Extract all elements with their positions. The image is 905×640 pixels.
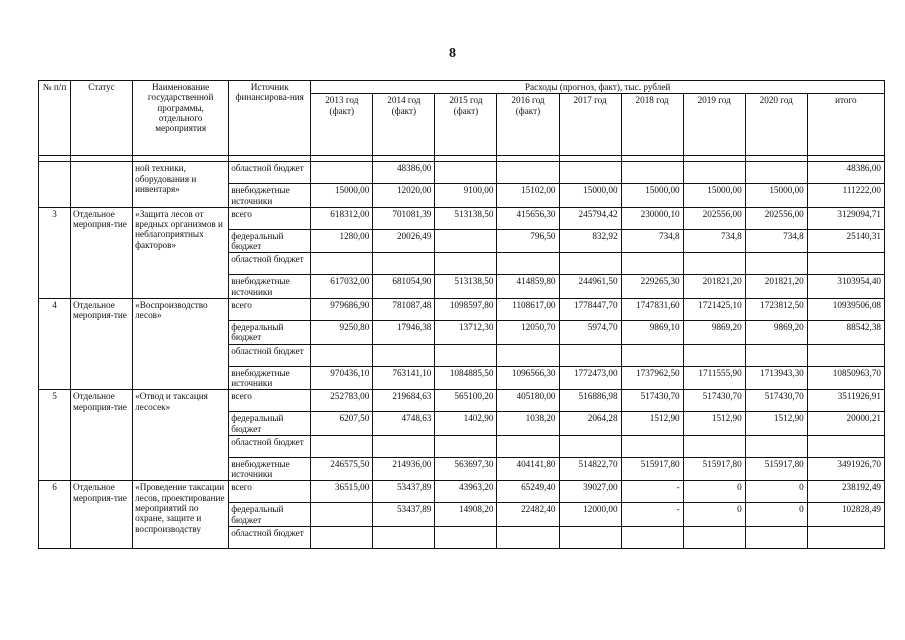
value-cell (807, 344, 884, 366)
value-cell (311, 253, 373, 275)
value-cell (435, 435, 497, 457)
value-cell (807, 253, 884, 275)
value-cell: 0 (745, 503, 807, 527)
header-year: 2016 год (факт) (497, 94, 559, 156)
table-row (39, 207, 885, 229)
value-cell: 229265,30 (621, 275, 683, 299)
value-cell: 111222,00 (807, 184, 884, 208)
value-cell: 102828,49 (807, 503, 884, 527)
value-cell: 734,8 (683, 229, 745, 253)
value-cell (435, 253, 497, 275)
value-cell: 515917,80 (683, 457, 745, 481)
value-cell: 238192,49 (807, 481, 884, 503)
value-cell (311, 503, 373, 527)
header-name: Наименование государственной программы, отдельного мероприятия (133, 81, 229, 156)
value-cell: 3103954,40 (807, 275, 884, 299)
value-cell: 979686,90 (311, 299, 373, 321)
group-num (39, 162, 71, 208)
table-row (39, 390, 885, 412)
value-cell: 202556,00 (683, 207, 745, 229)
value-cell: 763141,10 (373, 366, 435, 390)
value-cell: 214936,00 (373, 457, 435, 481)
header-year: 2013 год (факт) (311, 94, 373, 156)
value-cell: 53437,89 (373, 503, 435, 527)
value-cell (559, 162, 621, 184)
value-cell (373, 527, 435, 549)
value-cell: 3511926,91 (807, 390, 884, 412)
source-cell: областной бюджет (229, 344, 311, 366)
value-cell (807, 435, 884, 457)
value-cell (683, 253, 745, 275)
value-cell (497, 527, 559, 549)
value-cell: 15000,00 (559, 184, 621, 208)
value-cell: 246575,50 (311, 457, 373, 481)
value-cell: 617032,00 (311, 275, 373, 299)
value-cell (621, 435, 683, 457)
value-cell (683, 162, 745, 184)
value-cell: 9869,20 (745, 321, 807, 345)
header-year: итого (807, 94, 884, 156)
value-cell: 405180,00 (497, 390, 559, 412)
value-cell: 13712,30 (435, 321, 497, 345)
value-cell: 563697,30 (435, 457, 497, 481)
value-cell (311, 344, 373, 366)
group-num: 6 (39, 481, 71, 549)
value-cell: 1721425,10 (683, 299, 745, 321)
value-cell (497, 344, 559, 366)
value-cell: 1772473,00 (559, 366, 621, 390)
header-year: 2019 год (683, 94, 745, 156)
value-cell: 701081,39 (373, 207, 435, 229)
value-cell (373, 253, 435, 275)
value-cell: 17946,38 (373, 321, 435, 345)
header-year: 2014 год (факт) (373, 94, 435, 156)
table-row (39, 481, 885, 503)
value-cell (559, 253, 621, 275)
group-num: 4 (39, 299, 71, 390)
value-cell: 517430,70 (745, 390, 807, 412)
value-cell: 515917,80 (621, 457, 683, 481)
value-cell: 15000,00 (745, 184, 807, 208)
value-cell: 1098597,80 (435, 299, 497, 321)
source-cell: всего (229, 207, 311, 229)
value-cell (497, 253, 559, 275)
value-cell: 244961,50 (559, 275, 621, 299)
value-cell (435, 527, 497, 549)
source-cell: федеральный бюджет (229, 321, 311, 345)
value-cell: 517430,70 (621, 390, 683, 412)
value-cell (745, 344, 807, 366)
header-num: № п/п (39, 81, 71, 156)
value-cell (311, 162, 373, 184)
source-cell: федеральный бюджет (229, 229, 311, 253)
value-cell: 796,50 (497, 229, 559, 253)
value-cell: 252783,00 (311, 390, 373, 412)
group-status: Отдельное мероприя-тие (71, 481, 133, 549)
value-cell (621, 527, 683, 549)
value-cell (497, 162, 559, 184)
table-row (39, 162, 885, 184)
header-source: Источник финансирова-ния (229, 81, 311, 156)
group-status: Отдельное мероприя-тие (71, 299, 133, 390)
value-cell: 1084885,50 (435, 366, 497, 390)
value-cell: 36515,00 (311, 481, 373, 503)
source-cell: всего (229, 299, 311, 321)
value-cell (435, 162, 497, 184)
value-cell: 513138,50 (435, 207, 497, 229)
value-cell: 10850963,70 (807, 366, 884, 390)
source-cell: всего (229, 390, 311, 412)
source-cell: областной бюджет (229, 253, 311, 275)
group-name: «Отвод и таксация лесосек» (133, 390, 229, 481)
value-cell: 514822,70 (559, 457, 621, 481)
header-status: Статус (71, 81, 133, 156)
value-cell: 0 (683, 481, 745, 503)
value-cell: 2064,28 (559, 412, 621, 436)
value-cell: 10939506,08 (807, 299, 884, 321)
value-cell (621, 162, 683, 184)
value-cell: 1711555,90 (683, 366, 745, 390)
value-cell: 43963,20 (435, 481, 497, 503)
budget-table (38, 80, 885, 549)
value-cell (683, 527, 745, 549)
value-cell: 1778447,70 (559, 299, 621, 321)
value-cell: 1747831,60 (621, 299, 683, 321)
value-cell (745, 253, 807, 275)
value-cell (621, 253, 683, 275)
source-cell: внебюджетные источники (229, 184, 311, 208)
group-num: 3 (39, 207, 71, 298)
value-cell: 1512,90 (683, 412, 745, 436)
value-cell: 414859,80 (497, 275, 559, 299)
value-cell: 3491926,70 (807, 457, 884, 481)
value-cell: 15000,00 (311, 184, 373, 208)
value-cell: 0 (683, 503, 745, 527)
source-cell: федеральный бюджет (229, 503, 311, 527)
value-cell: 12020,00 (373, 184, 435, 208)
value-cell: 9100,00 (435, 184, 497, 208)
header-year: 2017 год (559, 94, 621, 156)
value-cell (683, 435, 745, 457)
value-cell (807, 527, 884, 549)
value-cell (559, 527, 621, 549)
value-cell: 88542,38 (807, 321, 884, 345)
value-cell (311, 527, 373, 549)
group-num: 5 (39, 390, 71, 481)
source-cell: областной бюджет (229, 435, 311, 457)
value-cell: 516886,98 (559, 390, 621, 412)
value-cell: 20000,21 (807, 412, 884, 436)
value-cell: 9869,10 (621, 321, 683, 345)
value-cell: 970436,10 (311, 366, 373, 390)
header-year: 2018 год (621, 94, 683, 156)
header-year: 2015 год (факт) (435, 94, 497, 156)
source-cell: внебюджетные источники (229, 275, 311, 299)
value-cell: 9869,20 (683, 321, 745, 345)
source-cell: внебюджетные источники (229, 457, 311, 481)
value-cell: 245794,42 (559, 207, 621, 229)
value-cell: 202556,00 (745, 207, 807, 229)
value-cell: 1512,90 (745, 412, 807, 436)
value-cell (683, 344, 745, 366)
value-cell: 65249,40 (497, 481, 559, 503)
value-cell (745, 527, 807, 549)
value-cell: 25140,31 (807, 229, 884, 253)
source-cell: всего (229, 481, 311, 503)
value-cell: 1723812,50 (745, 299, 807, 321)
value-cell: 404141,80 (497, 457, 559, 481)
table-row (39, 299, 885, 321)
value-cell: 20026,49 (373, 229, 435, 253)
source-cell: внебюджетные источники (229, 366, 311, 390)
value-cell: 39027,00 (559, 481, 621, 503)
value-cell: 14908,20 (435, 503, 497, 527)
value-cell: 1038,20 (497, 412, 559, 436)
value-cell (745, 435, 807, 457)
value-cell: 513138,50 (435, 275, 497, 299)
group-name: «Воспроизводство лесов» (133, 299, 229, 390)
value-cell: 48386,00 (807, 162, 884, 184)
source-cell: областной бюджет (229, 162, 311, 184)
value-cell: 12050,70 (497, 321, 559, 345)
value-cell: 681054,90 (373, 275, 435, 299)
value-cell (559, 344, 621, 366)
value-cell: 3129094,71 (807, 207, 884, 229)
value-cell: 201821,20 (745, 275, 807, 299)
value-cell: 1096566,30 (497, 366, 559, 390)
value-cell: 12000,00 (559, 503, 621, 527)
value-cell: 618312,00 (311, 207, 373, 229)
value-cell (435, 229, 497, 253)
value-cell: 832,92 (559, 229, 621, 253)
value-cell: 0 (745, 481, 807, 503)
value-cell: 6207,50 (311, 412, 373, 436)
value-cell: 1512,90 (621, 412, 683, 436)
page-number: 8 (449, 46, 456, 61)
value-cell: 15000,00 (683, 184, 745, 208)
value-cell: 219684,63 (373, 390, 435, 412)
value-cell: 1280,00 (311, 229, 373, 253)
value-cell: 515917,80 (745, 457, 807, 481)
value-cell: 1737962,50 (621, 366, 683, 390)
value-cell: 734,8 (621, 229, 683, 253)
value-cell (497, 435, 559, 457)
value-cell (311, 435, 373, 457)
value-cell (559, 435, 621, 457)
budget-table-body (39, 81, 885, 549)
value-cell: - (621, 503, 683, 527)
value-cell: 48386,00 (373, 162, 435, 184)
value-cell: - (621, 481, 683, 503)
value-cell (435, 344, 497, 366)
header-row (39, 81, 885, 94)
value-cell: 9250,80 (311, 321, 373, 345)
value-cell (745, 162, 807, 184)
source-cell: федеральный бюджет (229, 412, 311, 436)
group-status (71, 162, 133, 208)
header-year: 2020 год (745, 94, 807, 156)
group-name: ной техники, оборудования и инвентаря» (133, 162, 229, 208)
value-cell: 415656,30 (497, 207, 559, 229)
value-cell (373, 344, 435, 366)
value-cell: 565100,20 (435, 390, 497, 412)
value-cell: 4748,63 (373, 412, 435, 436)
group-name: «Защита лесов от вредных организмов и неблагоприятных факторов» (133, 207, 229, 298)
value-cell: 22482,40 (497, 503, 559, 527)
value-cell: 734,8 (745, 229, 807, 253)
value-cell: 5974,70 (559, 321, 621, 345)
value-cell: 781087,48 (373, 299, 435, 321)
value-cell: 15000,00 (621, 184, 683, 208)
value-cell: 15102,00 (497, 184, 559, 208)
value-cell: 201821,20 (683, 275, 745, 299)
value-cell: 517430,70 (683, 390, 745, 412)
group-status: Отдельное мероприя-тие (71, 207, 133, 298)
group-name: «Проведение таксации лесов, проектирование мероприятий по охране, защите и воспроизводству (133, 481, 229, 549)
value-cell (373, 435, 435, 457)
value-cell (621, 344, 683, 366)
value-cell: 1108617,00 (497, 299, 559, 321)
value-cell: 230000,10 (621, 207, 683, 229)
group-status: Отдельное мероприя-тие (71, 390, 133, 481)
value-cell: 53437,89 (373, 481, 435, 503)
value-cell: 1713943,30 (745, 366, 807, 390)
value-cell: 1402,90 (435, 412, 497, 436)
header-expenses: Расходы (прогноз, факт), тыс. рублей (311, 81, 885, 94)
source-cell: областной бюджет (229, 527, 311, 549)
